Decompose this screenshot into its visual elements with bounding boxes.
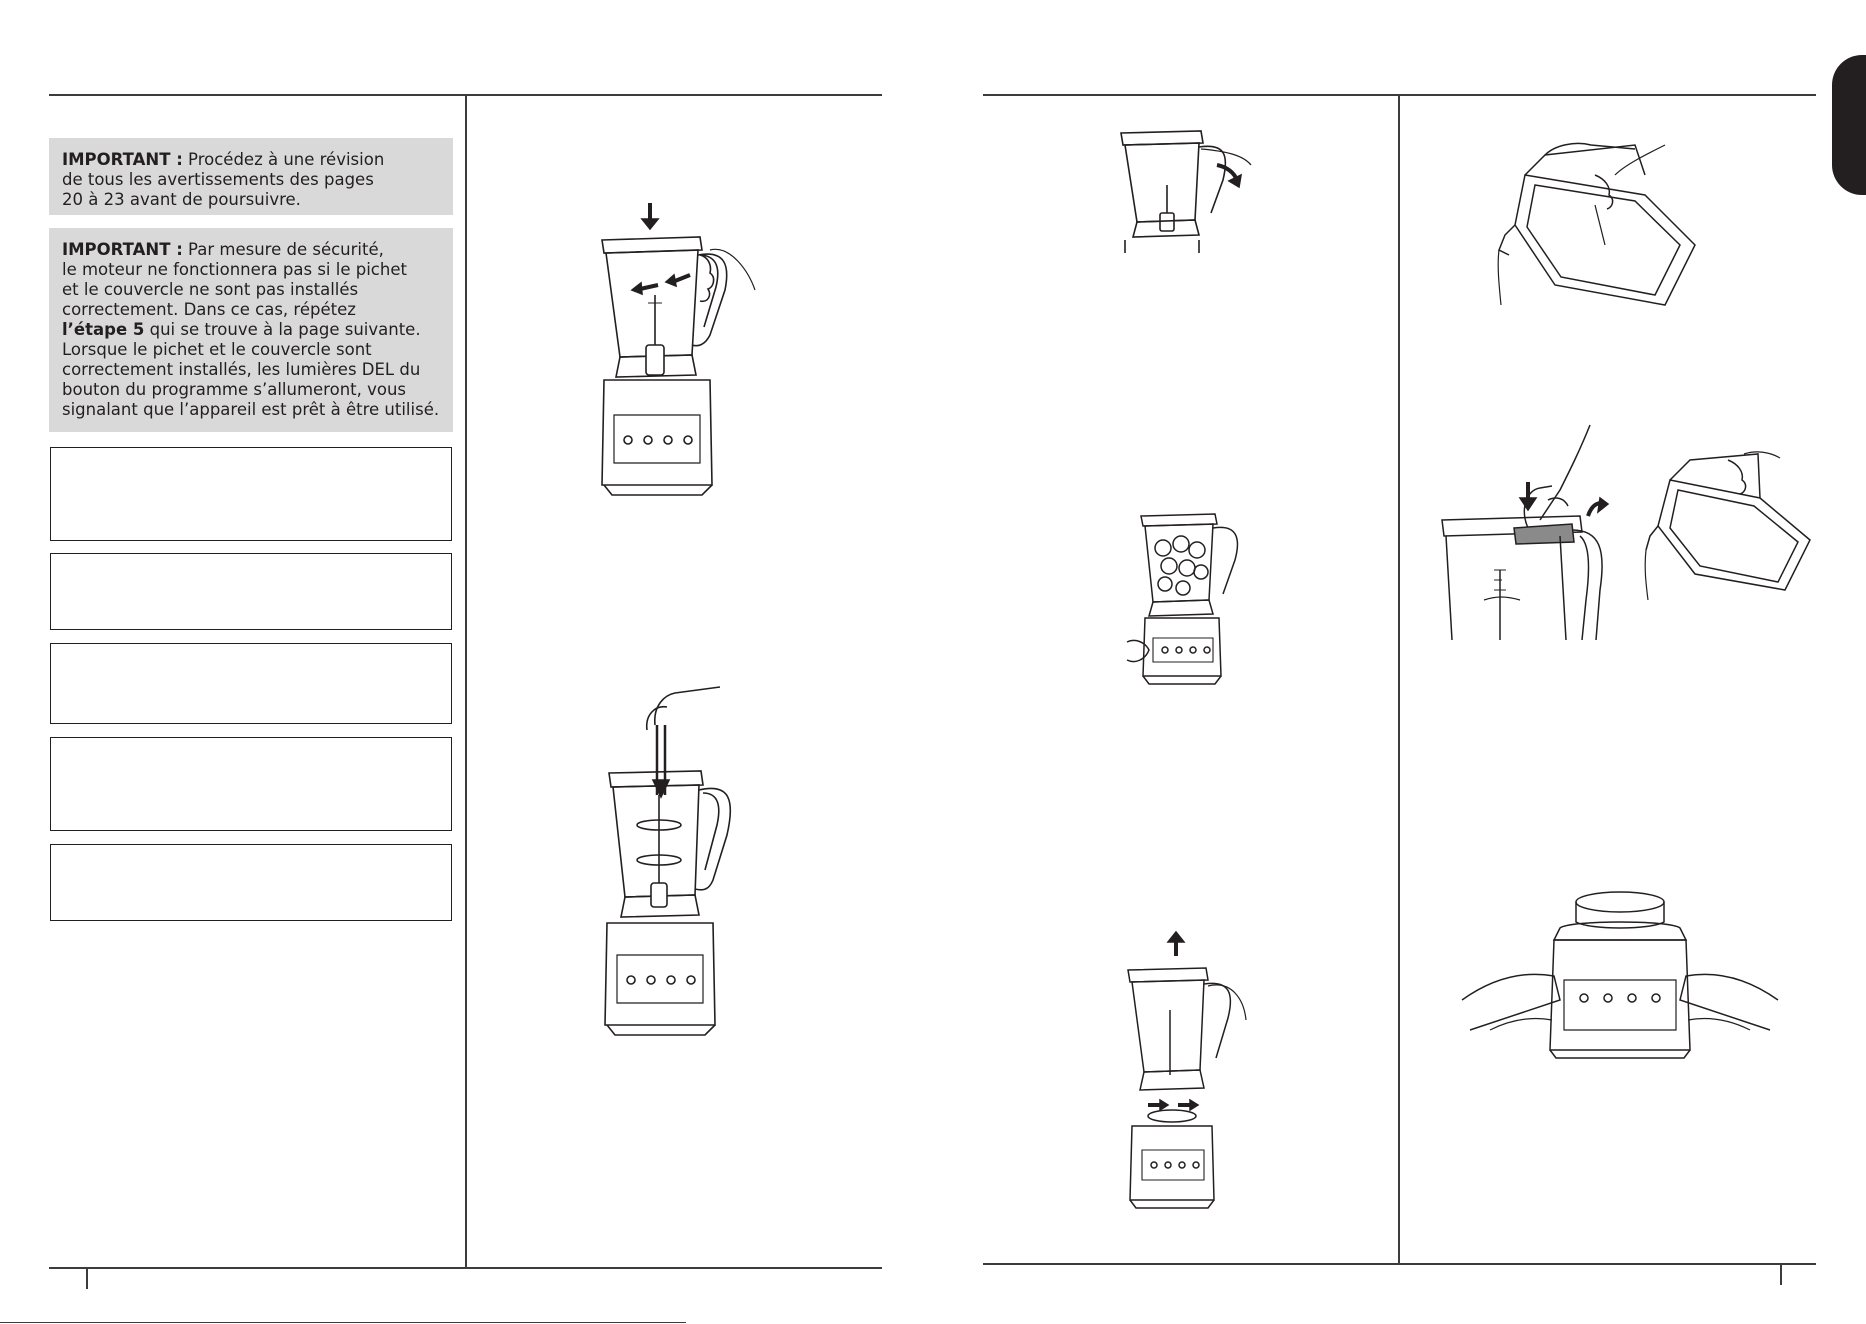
important-note-safety: IMPORTANT : Par mesure de sécurité, le moteur ne fonctionnera pas si le pichet et le couvercle ne sont pas installés correctement. Dans ce cas, répétez l’étape 5 qui se trouve à la page suivante. Lorsque le pichet et le couvercle sont correctement installés, les lumières DEL du bouton du programme s’allumeront, vous signalant que l’appareil est prêt à être utilisé. xyxy=(49,228,453,432)
column-divider-left xyxy=(465,94,467,1268)
empty-callout-box-1 xyxy=(50,447,452,541)
motor-base-hands-illustration xyxy=(1460,880,1780,1060)
page-number-tick-left xyxy=(86,1267,88,1289)
note-label: IMPORTANT : xyxy=(62,240,183,259)
pitcher-remove-illustration xyxy=(1115,125,1255,253)
empty-callout-box-2 xyxy=(50,553,452,630)
page-number-tick-right xyxy=(1780,1263,1782,1285)
section-tab-marker xyxy=(1832,55,1866,195)
pitcher-lift-off-illustration xyxy=(1120,930,1250,1210)
top-rule-right xyxy=(983,94,1816,96)
blade-assembly-insert-illustration xyxy=(595,685,745,1040)
crop-line xyxy=(0,1322,686,1323)
empty-callout-box-4 xyxy=(50,737,452,831)
note-label: IMPORTANT : xyxy=(62,150,183,169)
column-divider-right xyxy=(1398,94,1400,1264)
blender-with-ice-illustration xyxy=(1125,510,1245,686)
pour-pitcher-illustration xyxy=(1495,135,1705,310)
bottom-rule-right xyxy=(983,1263,1816,1265)
important-note-warnings: IMPORTANT : Procédez à une révision de tous les avertissements des pages 20 à 23 avant de poursuivre. xyxy=(49,138,453,215)
lid-release-button-illustration xyxy=(1440,420,1610,640)
pour-pitcher-small-illustration xyxy=(1640,450,1815,600)
blender-lid-install-illustration xyxy=(580,195,760,500)
empty-callout-box-5 xyxy=(50,844,452,921)
empty-callout-box-3 xyxy=(50,643,452,724)
bottom-rule-left xyxy=(49,1267,882,1269)
